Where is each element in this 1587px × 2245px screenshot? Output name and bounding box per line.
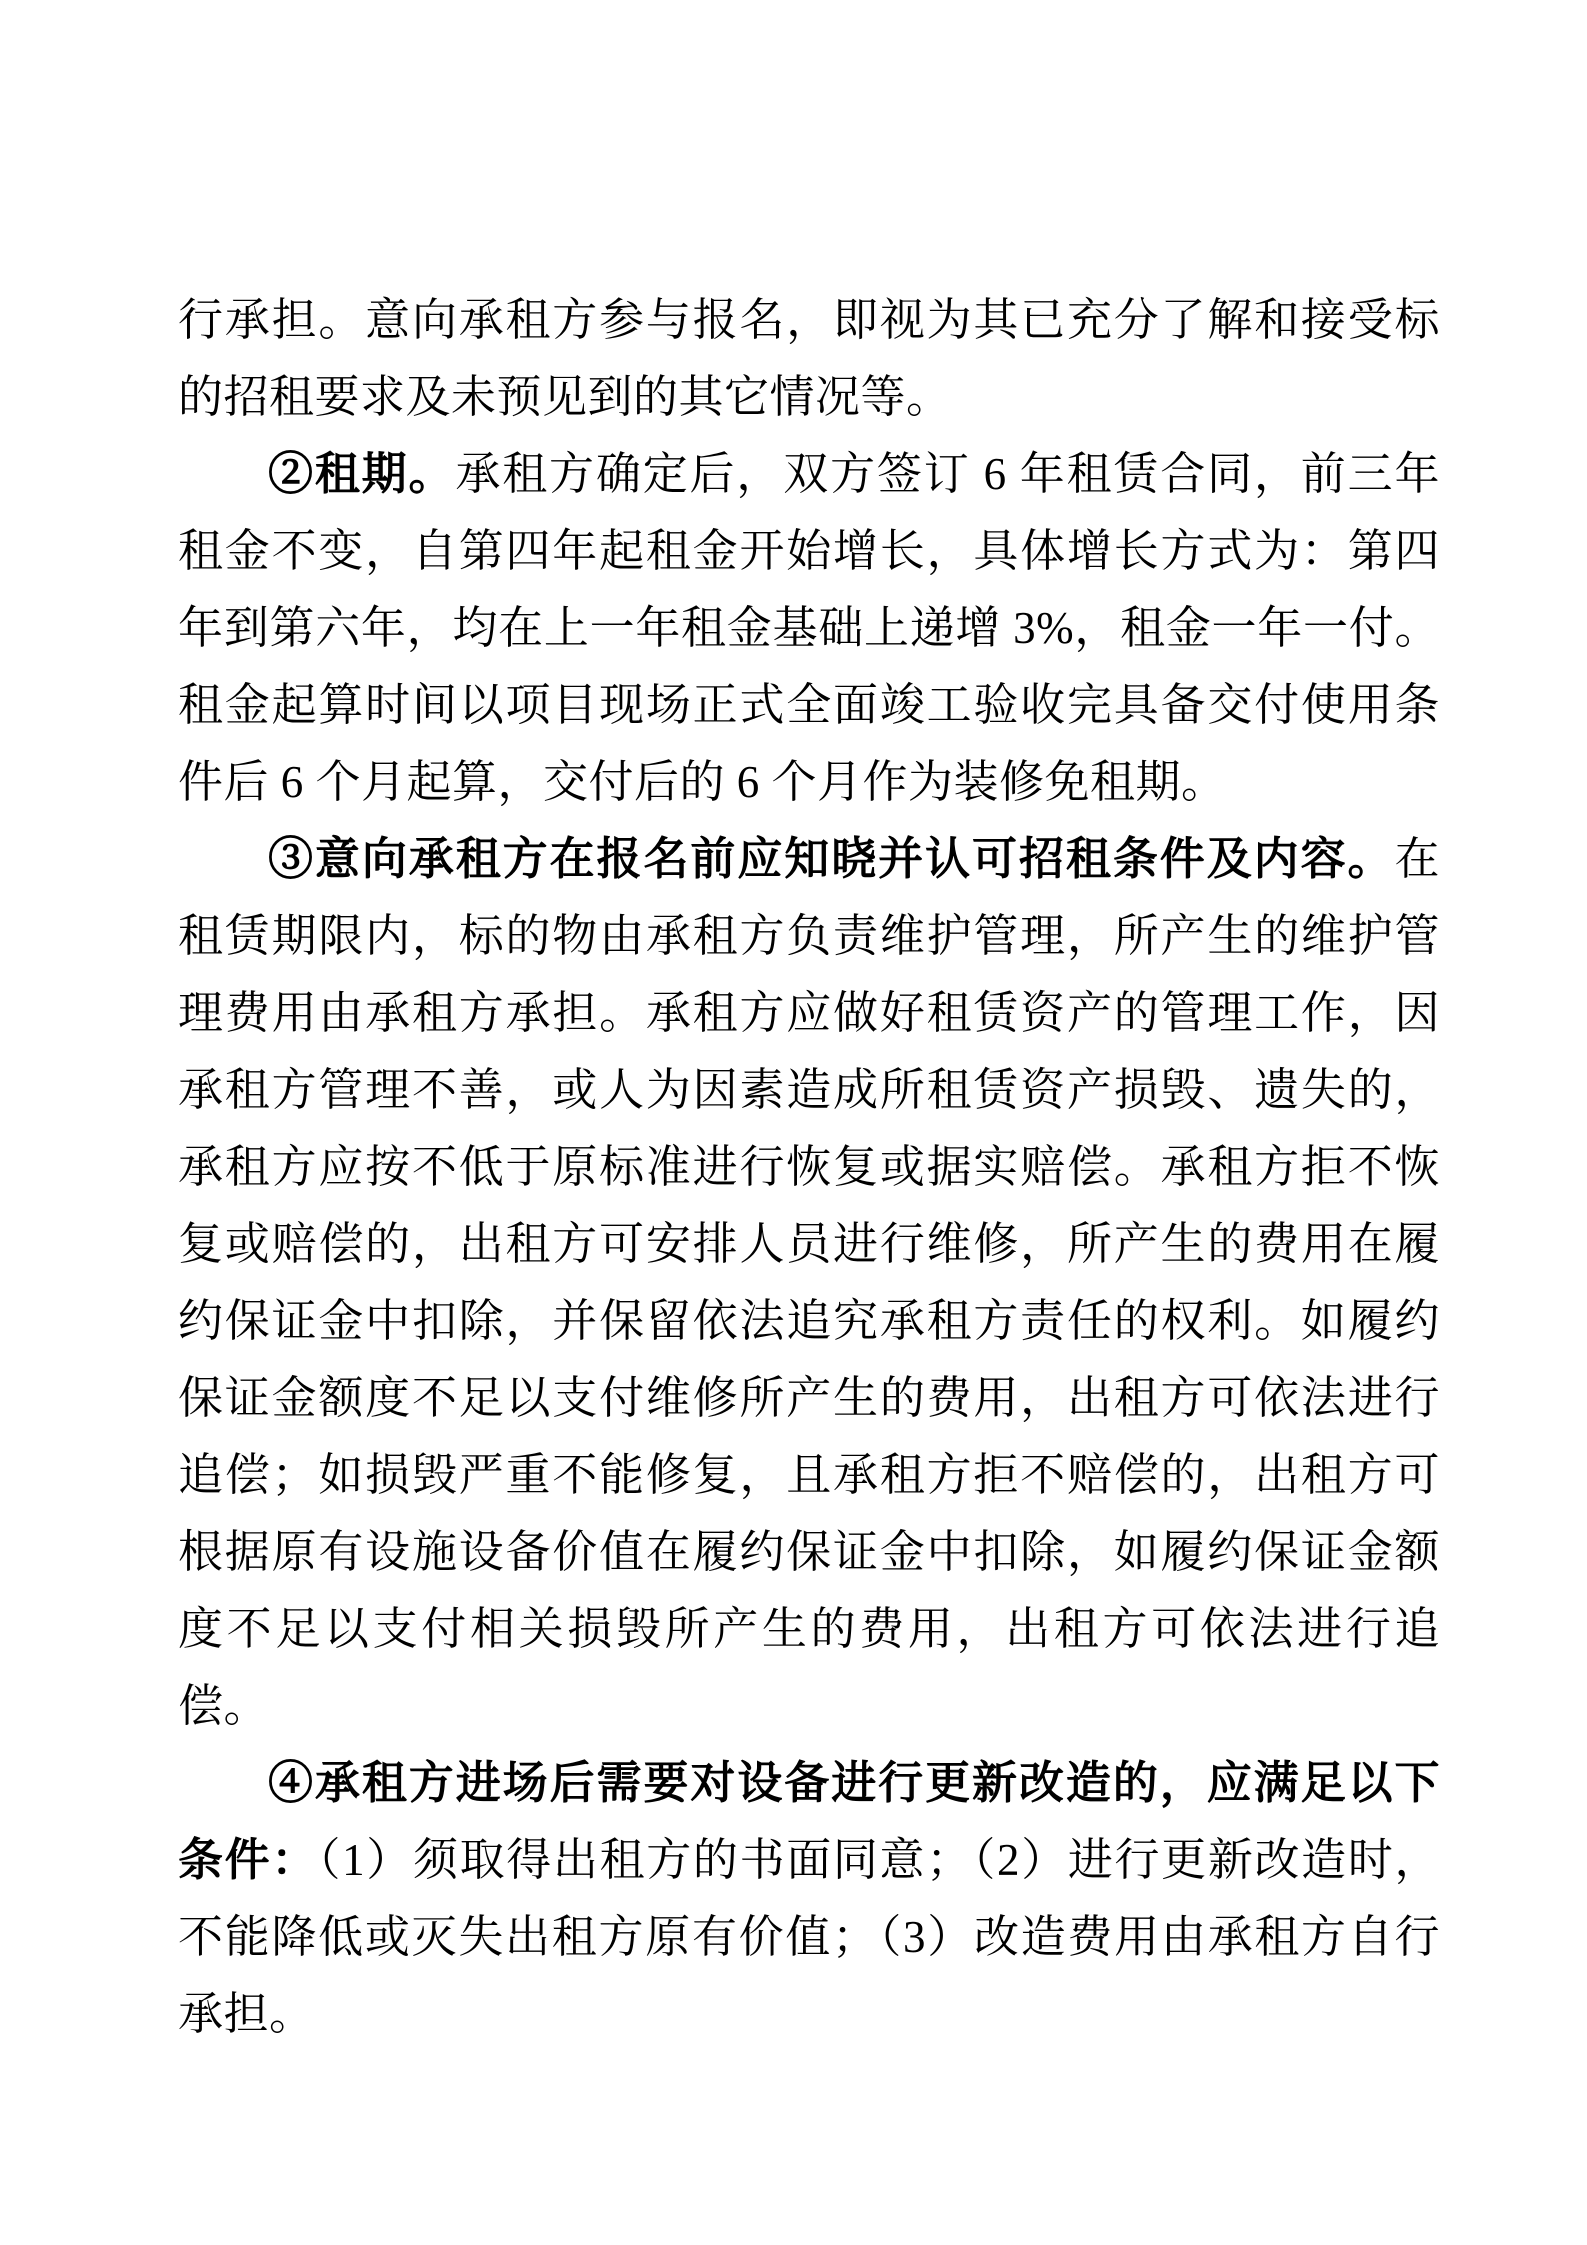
paragraph-item-4-renovation [178, 1745, 1440, 2053]
paragraph-run: 行承担。意向承租方参与报名，即视为其已充分了解和接受标的招租要求及未预见到的其它情况等。 [178, 295, 1440, 422]
document-body-text [178, 282, 1440, 2053]
paragraph-run-heading: ④承租方进场后需要对设备进行更新改造的，应满足以下条件： [178, 1758, 1440, 1885]
paragraph-run: （1）须取得出租方的书面同意；（2）进行更新改造时，不能降低或灭失出租方原有价值；（3）改造费用由承租方自行承担。 [178, 1835, 1440, 2039]
paragraph-run-heading: ③意向承租方在报名前应知晓并认可招租条件及内容。 [268, 834, 1395, 884]
paragraph-run: 在租赁期限内，标的物由承租方负责维护管理，所产生的维护管理费用由承租方承担。承租方应做好租赁资产的管理工作，因承租方管理不善，或人为因素造成所租赁资产损毁、遗失的，承租方应按不低于原标准进行恢复或据实赔偿。承租方拒不恢复或赔偿的，出租方可安排人员进行维修，所产生的费用在履约保证金中扣除，并保留依法追究承租方责任的权利。如履约保证金额度不足以支付维修所产生的费用，出租方可依法进行追偿；如损毁严重不能修复，且承租方拒不赔偿的，出租方可根据原有设施设备价值在履约保证金中扣除，如履约保证金额度不足以支付相关损毁所产生的费用，出租方可依法进行追偿。 [178, 834, 1440, 1731]
paragraph-continuation [178, 282, 1440, 436]
paragraph-run: 承租方确定后，双方签订 6 年租赁合同，前三年租金不变，自第四年起租金开始增长，具体增长方式为：第四年到第六年，均在上一年租金基础上递增 3%，租金一年一付。租金起算时间以项目现场正式全面竣工验收完具备交付使用条件后 6 个月起算，交付后的 6 个月作为装修免租期。 [178, 449, 1440, 807]
paragraph-item-3-conditions [178, 821, 1440, 1745]
paragraph-run-heading: ②租期。 [268, 449, 456, 499]
paragraph-item-2-lease-term [178, 436, 1440, 821]
